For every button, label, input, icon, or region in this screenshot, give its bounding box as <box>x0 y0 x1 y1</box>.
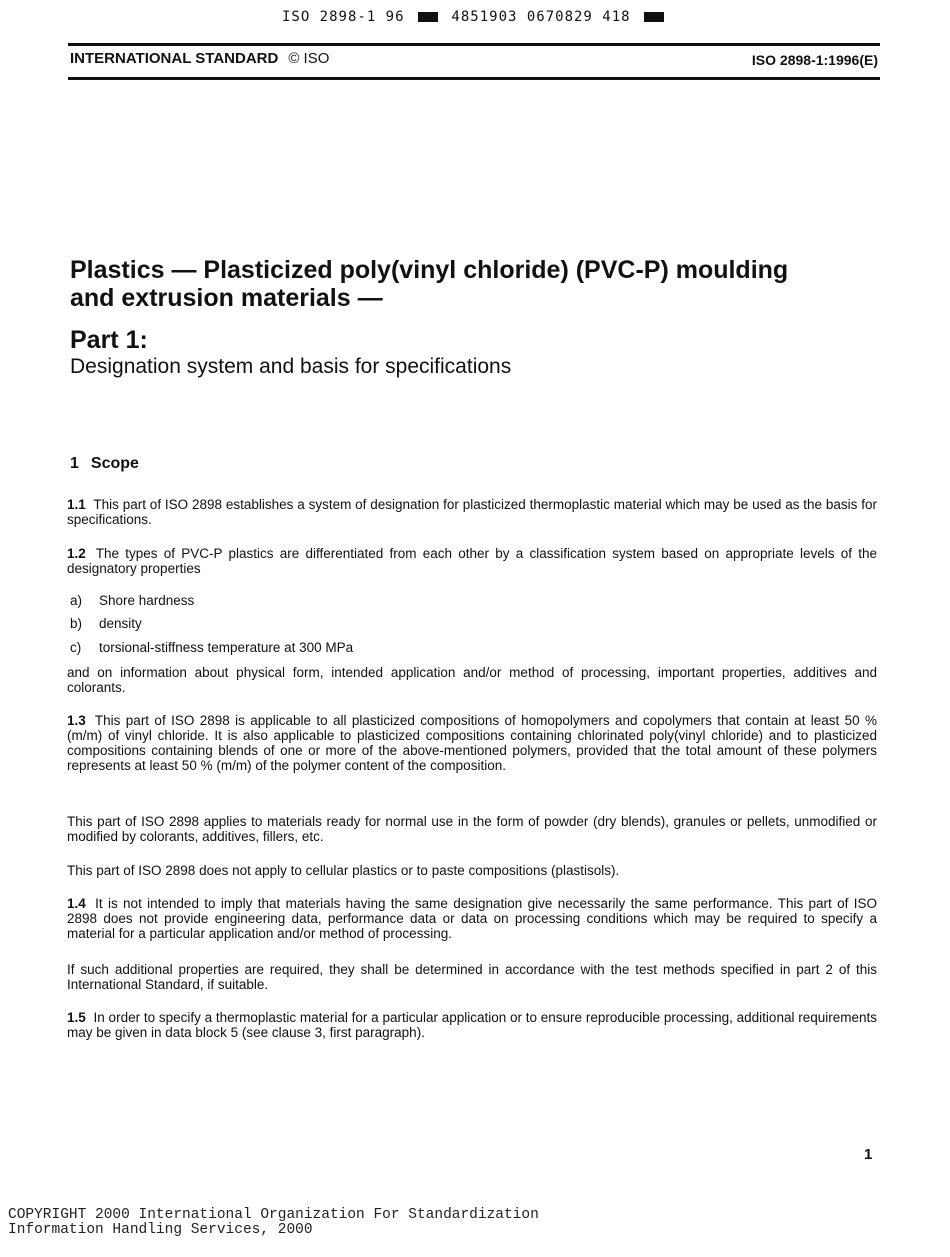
standard-label: INTERNATIONAL STANDARD <box>70 50 279 67</box>
paragraph-text: This part of ISO 2898 establishes a system of designation for plasticized thermoplastic material which may be used as the basis for specifications. <box>67 497 877 527</box>
barcode-block-icon <box>644 12 664 22</box>
header-bottom-rule <box>68 77 880 80</box>
list-text: torsional-stiffness temperature at 300 MPa <box>99 640 354 655</box>
list-label: c) <box>70 640 82 655</box>
barcode-line <box>0 9 950 25</box>
standard-number: ISO 2898-1:1996(E) <box>751 52 878 68</box>
clause-number: 1.2 <box>67 546 86 561</box>
title-line-1: Plastics — Plasticized poly(vinyl chloride) (PVC-P) moulding <box>70 256 789 284</box>
barcode-text-2: 4851903 0670829 418 <box>451 9 631 25</box>
paragraph-1-4 <box>67 896 877 941</box>
list-text: density <box>99 616 142 631</box>
clause-number: 1.3 <box>67 713 86 728</box>
section-heading <box>70 455 139 473</box>
paragraph-1-2 <box>67 546 877 576</box>
barcode-block-icon <box>418 12 438 22</box>
barcode-text-1: ISO 2898-1 96 <box>281 9 405 25</box>
paragraph-1-2-continued: and on information about physical form, intended application and/or method of processing, important properties, additives and colorants. <box>67 665 877 695</box>
list-label: b) <box>70 616 83 631</box>
list-item <box>70 640 353 655</box>
section-title: Scope <box>90 455 139 472</box>
list-text: Shore hardness <box>99 593 195 608</box>
title-line-2: and extrusion materials — <box>70 284 383 312</box>
paragraph-1-3 <box>67 713 877 773</box>
paragraph-text: The types of PVC-P plastics are differentiated from each other by a classification system based on appropriate levels of the designatory properties <box>67 546 878 576</box>
paragraph-text: In order to specify a thermoplastic material for a particular application or to ensure reproducible processing, additional requirements may be given in data block 5 (see clause 3, first paragraph). <box>67 1010 877 1040</box>
list-item <box>70 616 142 631</box>
footer-line-1: COPYRIGHT 2000 International Organization For Standardization <box>8 1207 539 1223</box>
page-number: 1 <box>864 1146 873 1163</box>
part-subtitle: Designation system and basis for specifications <box>70 355 512 378</box>
section-number: 1 <box>70 455 79 472</box>
paragraph-1-1 <box>67 497 877 527</box>
clause-number: 1.5 <box>67 1010 86 1025</box>
footer-line-2: Information Handling Services, 2000 <box>8 1222 313 1238</box>
clause-number: 1.4 <box>67 896 86 911</box>
list-label: a) <box>70 593 83 608</box>
paragraph-1-5 <box>67 1010 877 1040</box>
paragraph-text: This part of ISO 2898 is applicable to all plasticized compositions of homopolymers and copolymers that contain at least 50 % (m/m) of vinyl chloride. It is also applicable to plasticized compositions containing chlorinated poly(vinyl chloride) and to plasticized compositions containing blends of one or more of the above-mentioned polymers, provided that the total amount of these polymers represents at least 50 % (m/m) of the polymer content of the composition. <box>67 713 878 773</box>
paragraph-1-3b: This part of ISO 2898 applies to materials ready for normal use in the form of powder (dry blends), granules or pellets, unmodified or modified by colorants, additives, fillers, etc. <box>67 814 877 844</box>
header-left <box>70 50 329 67</box>
paragraph-text: It is not intended to imply that materials having the same designation give necessarily the same performance. This part of ISO 2898 does not provide engineering data, performance data or data on processing conditions which may be required to specify a material for a particular application and/or method of processing. <box>67 896 877 941</box>
list-item <box>70 593 194 608</box>
paragraph-1-4b: If such additional properties are required, they shall be determined in accordance with the test methods specified in part 2 of this International Standard, if suitable. <box>67 962 877 992</box>
header-top-rule <box>68 43 880 46</box>
copyright-label: © ISO <box>288 50 330 67</box>
document-title <box>70 256 900 312</box>
clause-number: 1.1 <box>67 497 86 512</box>
paragraph-1-3c: This part of ISO 2898 does not apply to cellular plastics or to paste compositions (plastisols). <box>67 863 620 878</box>
copyright-footer <box>8 1208 539 1238</box>
part-label: Part 1: <box>70 326 148 354</box>
